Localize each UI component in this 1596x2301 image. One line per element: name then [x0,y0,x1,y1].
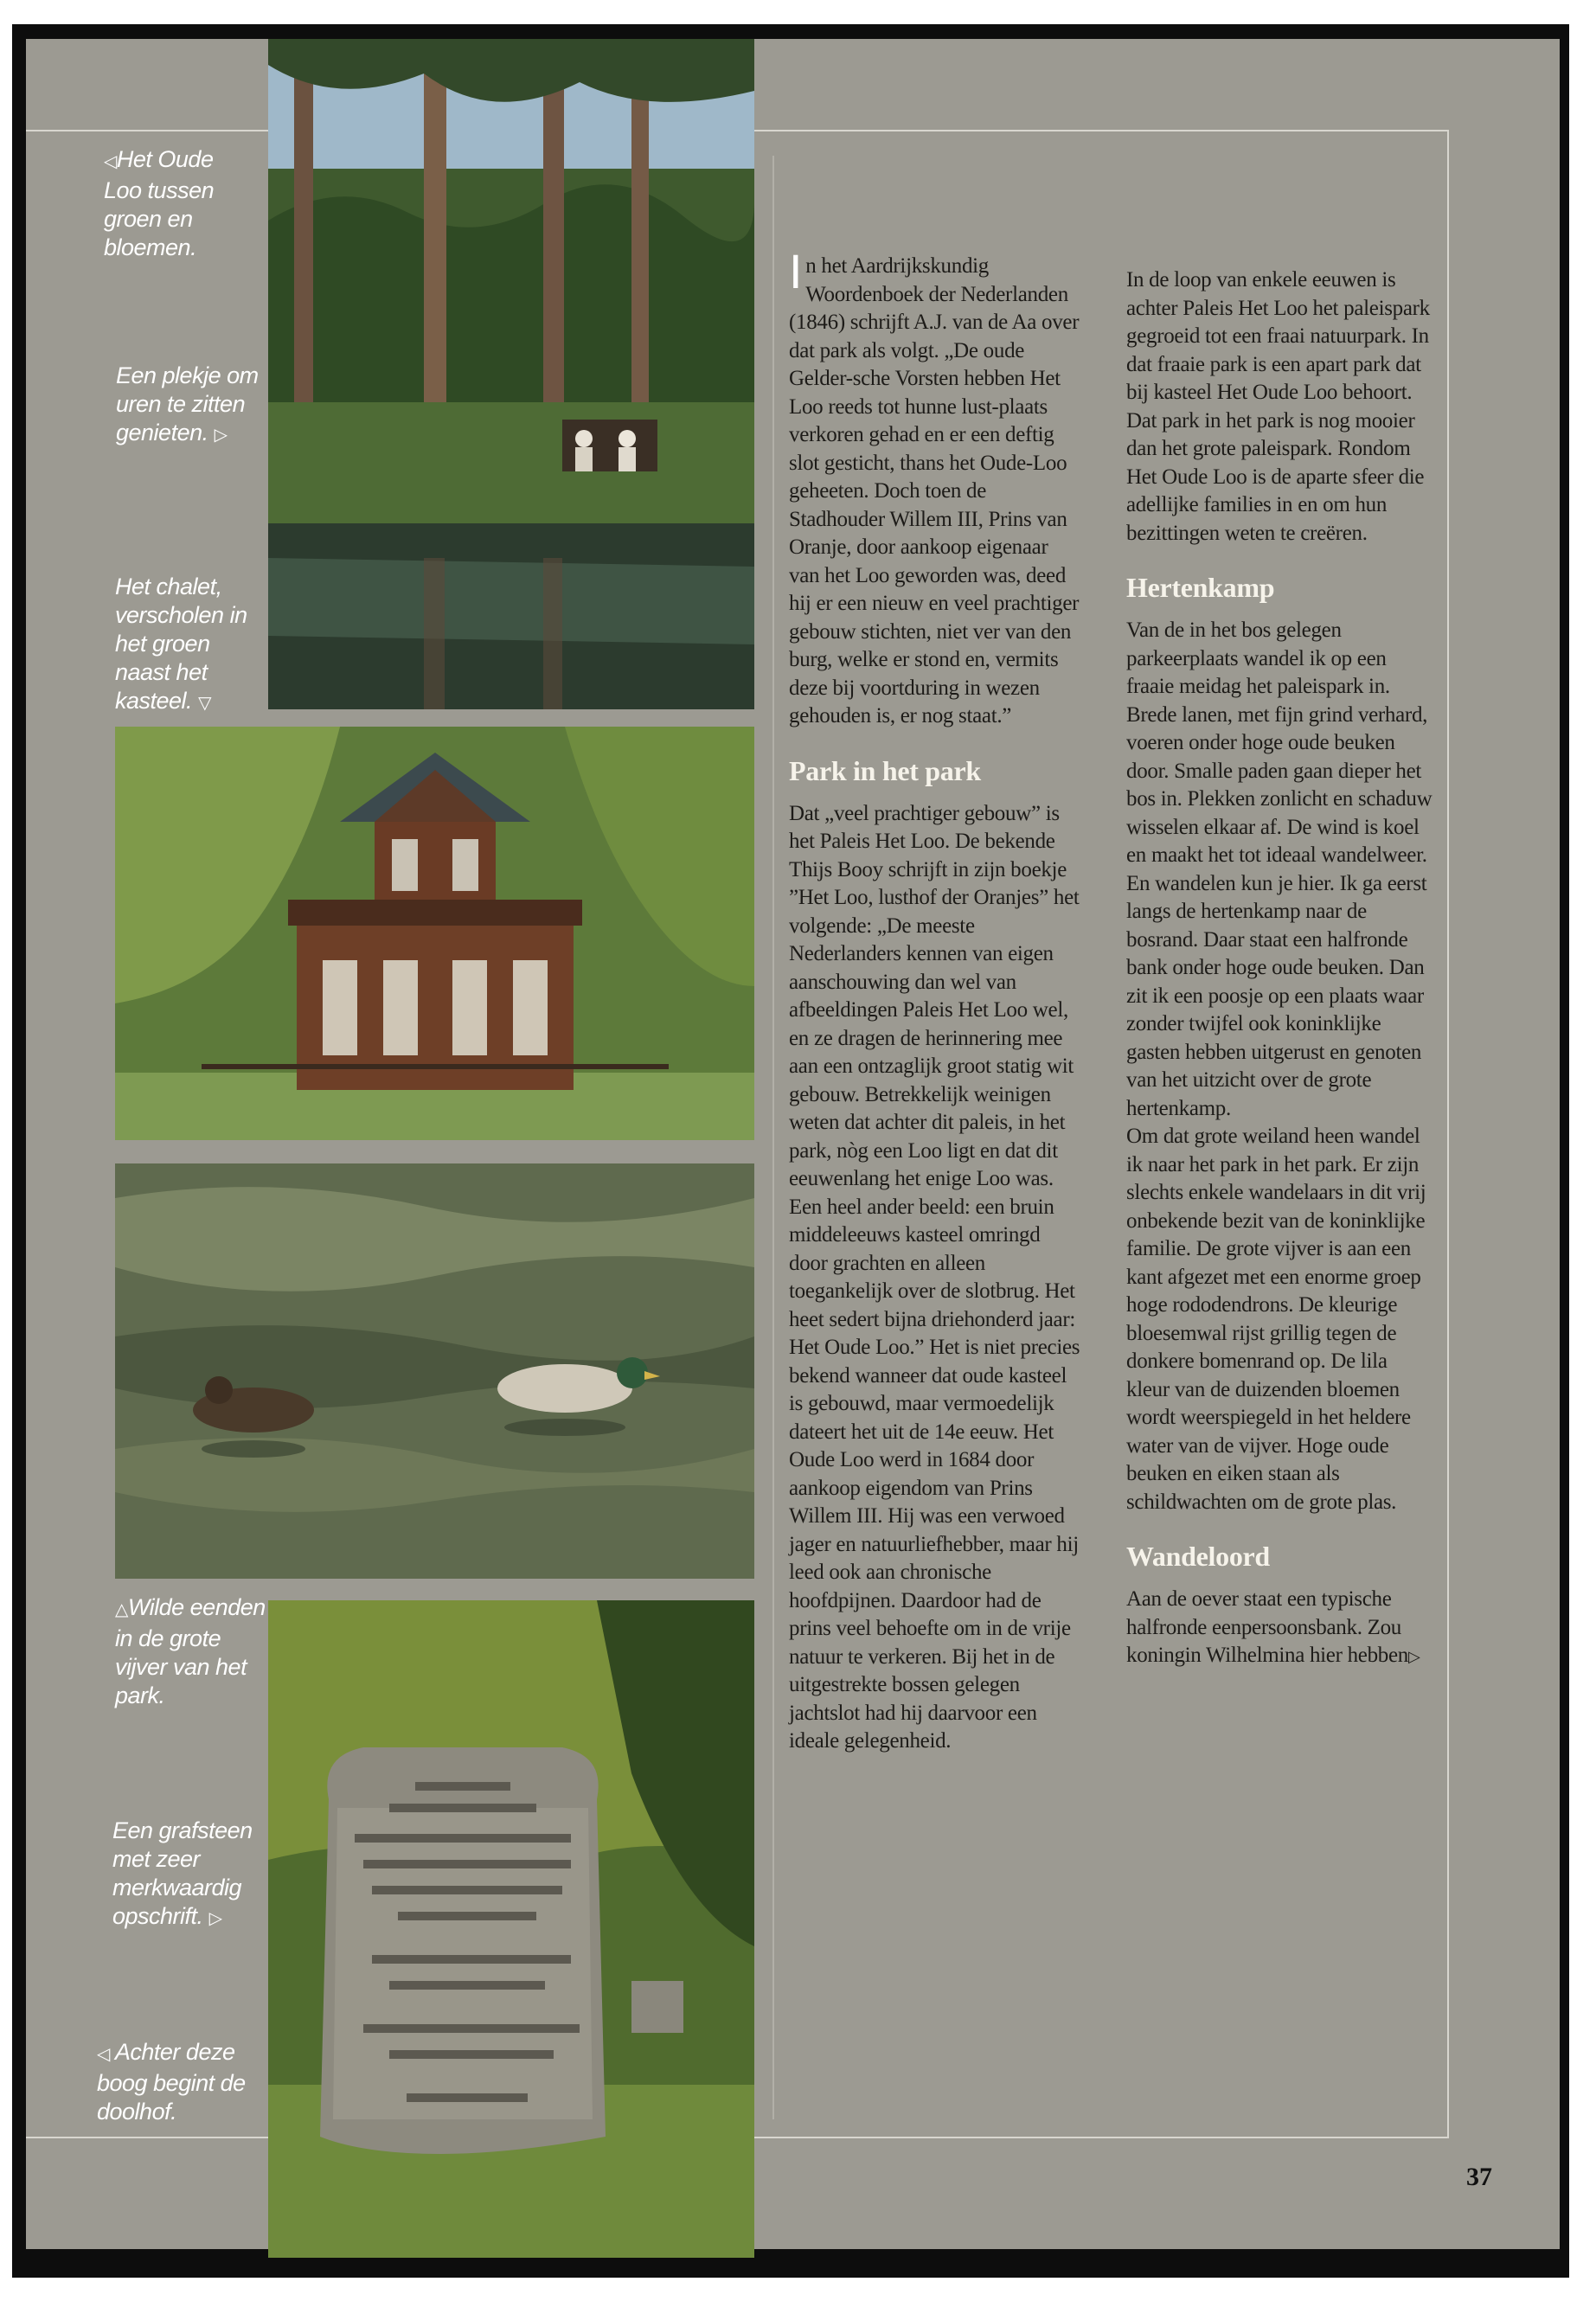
gravestone-image [268,1600,754,2258]
caption-eenden-text: Wilde eenden in de grote vijver van het park. [115,1594,266,1708]
paragraph-wandeloord-text: Aan de oever staat een typische halfronde eenpersoonsbank. Zou koningin Wilhelmina hier hebben [1126,1587,1408,1667]
paragraph-paleispark: In de loop van enkele eeuwen is achter Paleis Het Loo het paleispark gegroeid tot een fraai natuurpark. In dat fraaie park is een apart park dat bij kasteel Het Oude Loo behoort. Dat park in het park is nog mooier dan het grote paleispark. Rondom Het Oude Loo is de aparte sfeer die adellijke families in en om hun bezittingen weten te creëren. [1126,268,1430,545]
ducks-photo [115,1163,754,1579]
left-arrow-icon: ◁ [104,152,117,171]
caption-eenden [115,1593,266,1710]
paragraph-hertenkamp: Van de in het bos gelegen parkeerplaats wandel ik op een fraaie meidag het paleispark in. Brede lanen, met fijn grind verhard, voeren onder hoge oude beuken door. Smalle paden gaan dieper het bos in. Plekken zonlicht en schaduw wisselen elkaar af. De wind is koel en maakt het tot ideaal wandelweer. En wandelen kun je hier. Ik ga eerst langs de hertenkamp naar de bosrand. Daar staat een halfronde bank onder hoge oude beuken. Dan zit ik een poosje op een plaats waar zonder twijfel ook koninklijke gasten hebben uitgerust en genoten van het uitzicht over de grote hertenkamp. [1126,619,1433,1120]
paragraph-wandeloord [1126,1586,1434,1671]
chalet-image [115,727,754,1140]
left-arrow-icon: ◁ [97,2045,110,2064]
rule-top-right [753,130,1449,131]
down-arrow-icon: ▽ [198,694,211,713]
caption-grafsteen [112,1817,261,1933]
heading-park-in-het-park: Park in het park [789,754,981,786]
caption-oude-loo-text: Het Oude Loo tussen groen en bloemen. [104,146,215,260]
right-arrow-icon: ▷ [214,426,228,445]
caption-boog [97,2038,261,2126]
page-number: 37 [1466,2163,1492,2191]
chalet-photo [115,727,754,1140]
paragraph-vijver: Om dat grote weiland heen wandel ik naar het park in het park. Er zijn slechts enkele wandelaars in dit vrij onbekende bezit van de koninklijke familie. De grote vijver is aan een kant afgezet met een enorme groep hoge rododendrons. De kleurige bloesemwal rijst grillig tegen de donkere bomenrand op. De lila kleur van de duizenden bloemen wordt weerspiegeld in het heldere water van de vijver. Hoge oude beuken en eiken staan als schildwachten om de grote plas. [1126,1125,1426,1514]
heading-wandeloord: Wandeloord [1126,1541,1270,1572]
rule-bottom-left [26,2137,268,2138]
caption-plekje-text: Een plekje om uren te zitten genieten. [116,362,259,445]
forest-bench-image [268,39,754,709]
article-column-2 [1126,266,1434,1671]
caption-plekje [116,362,260,450]
rule-bottom-right [753,2137,1449,2138]
forest-bench-photo [268,39,754,709]
intro-text: n het Aardrijkskundig Woordenboek der Nederlanden (1846) schrijft A.J. van de Aa over dat park als volgt. „De oude Gelder-sche Vorsten hebben Het Loo reeds tot hunne lust-plaats verkoren gehad en er een deftig slot gesticht, thans het Oude-Loo geheeten. Doch toen de Stadhouder Willem III, Prins van Oranje, door aankoop eigenaar van het Loo geworden was, deed hij er een nieuw en veel prachtiger gebouw stichten, niet ver van den burg, welke er stond en, vermits deze bij voortduring in wezen gehouden is, er nog staat.” [789,254,1080,727]
rule-top-left [26,130,268,131]
ducks-image [115,1163,754,1579]
heading-hertenkamp: Hertenkamp [1126,572,1275,603]
article-column-1 [789,244,1083,1756]
caption-chalet-text: Het chalet, verscholen in het groen naast het kasteel. [115,574,247,714]
up-arrow-icon: △ [115,1600,128,1619]
caption-chalet [115,573,262,718]
rule-right [1447,130,1449,2138]
paragraph-park: Dat „veel prachtiger gebouw” is het Paleis Het Loo. De bekende Thijs Booy schrijft in zijn boekje ”Het Loo, lusthof der Oranjes” het volgende: „De meeste Nederlanders kennen van eigen aanschouwing dan wel van afbeeldingen Paleis Het Loo wel, en ze dragen de herinnering mee aan een ontzaglijk groot statig wit gebouw. Betrekkelijk weinigen weten dat achter dit paleis, in het park, nòg een Loo ligt en dat dit eeuwenlang het enige Loo was. Een heel ander beeld: een bruin middeleeuws kasteel omringd door grachten en alleen toegankelijk over de slotbrug. Het heet sedert bijna driehonderd jaar: Het Oude Loo.” Het is niet precies bekend wanneer dat oude kasteel is gebouwd, maar vermoedelijk dateert het uit de 14e eeuw. Het Oude Loo werd in 1684 door aankoop eigendom van Prins Willem III. Hij was een verwoed jager en natuurliefhebber, maar hij leed ook aan chronische hoofdpijnen. Daardoor had de prins veel behoefte om in de vrije natuur te verkeren. Bij het in de uitgestrekte bossen gelegen jachtslot had hij daarvoor een ideale gelegenheid. [789,801,1080,1753]
continue-arrow-icon: ▷ [1407,1648,1420,1665]
caption-boog-text: Achter deze boog begint de doolhof. [97,2039,246,2125]
drop-cap: I [789,244,803,298]
caption-grafsteen-text: Een grafsteen met zeer merkwaardig opschrift. [112,1817,253,1929]
right-arrow-icon: ▷ [208,1909,222,1928]
caption-oude-loo [104,145,255,262]
column-divider [772,156,774,2119]
gravestone-photo [268,1600,754,2258]
intro-paragraph [789,244,1083,731]
